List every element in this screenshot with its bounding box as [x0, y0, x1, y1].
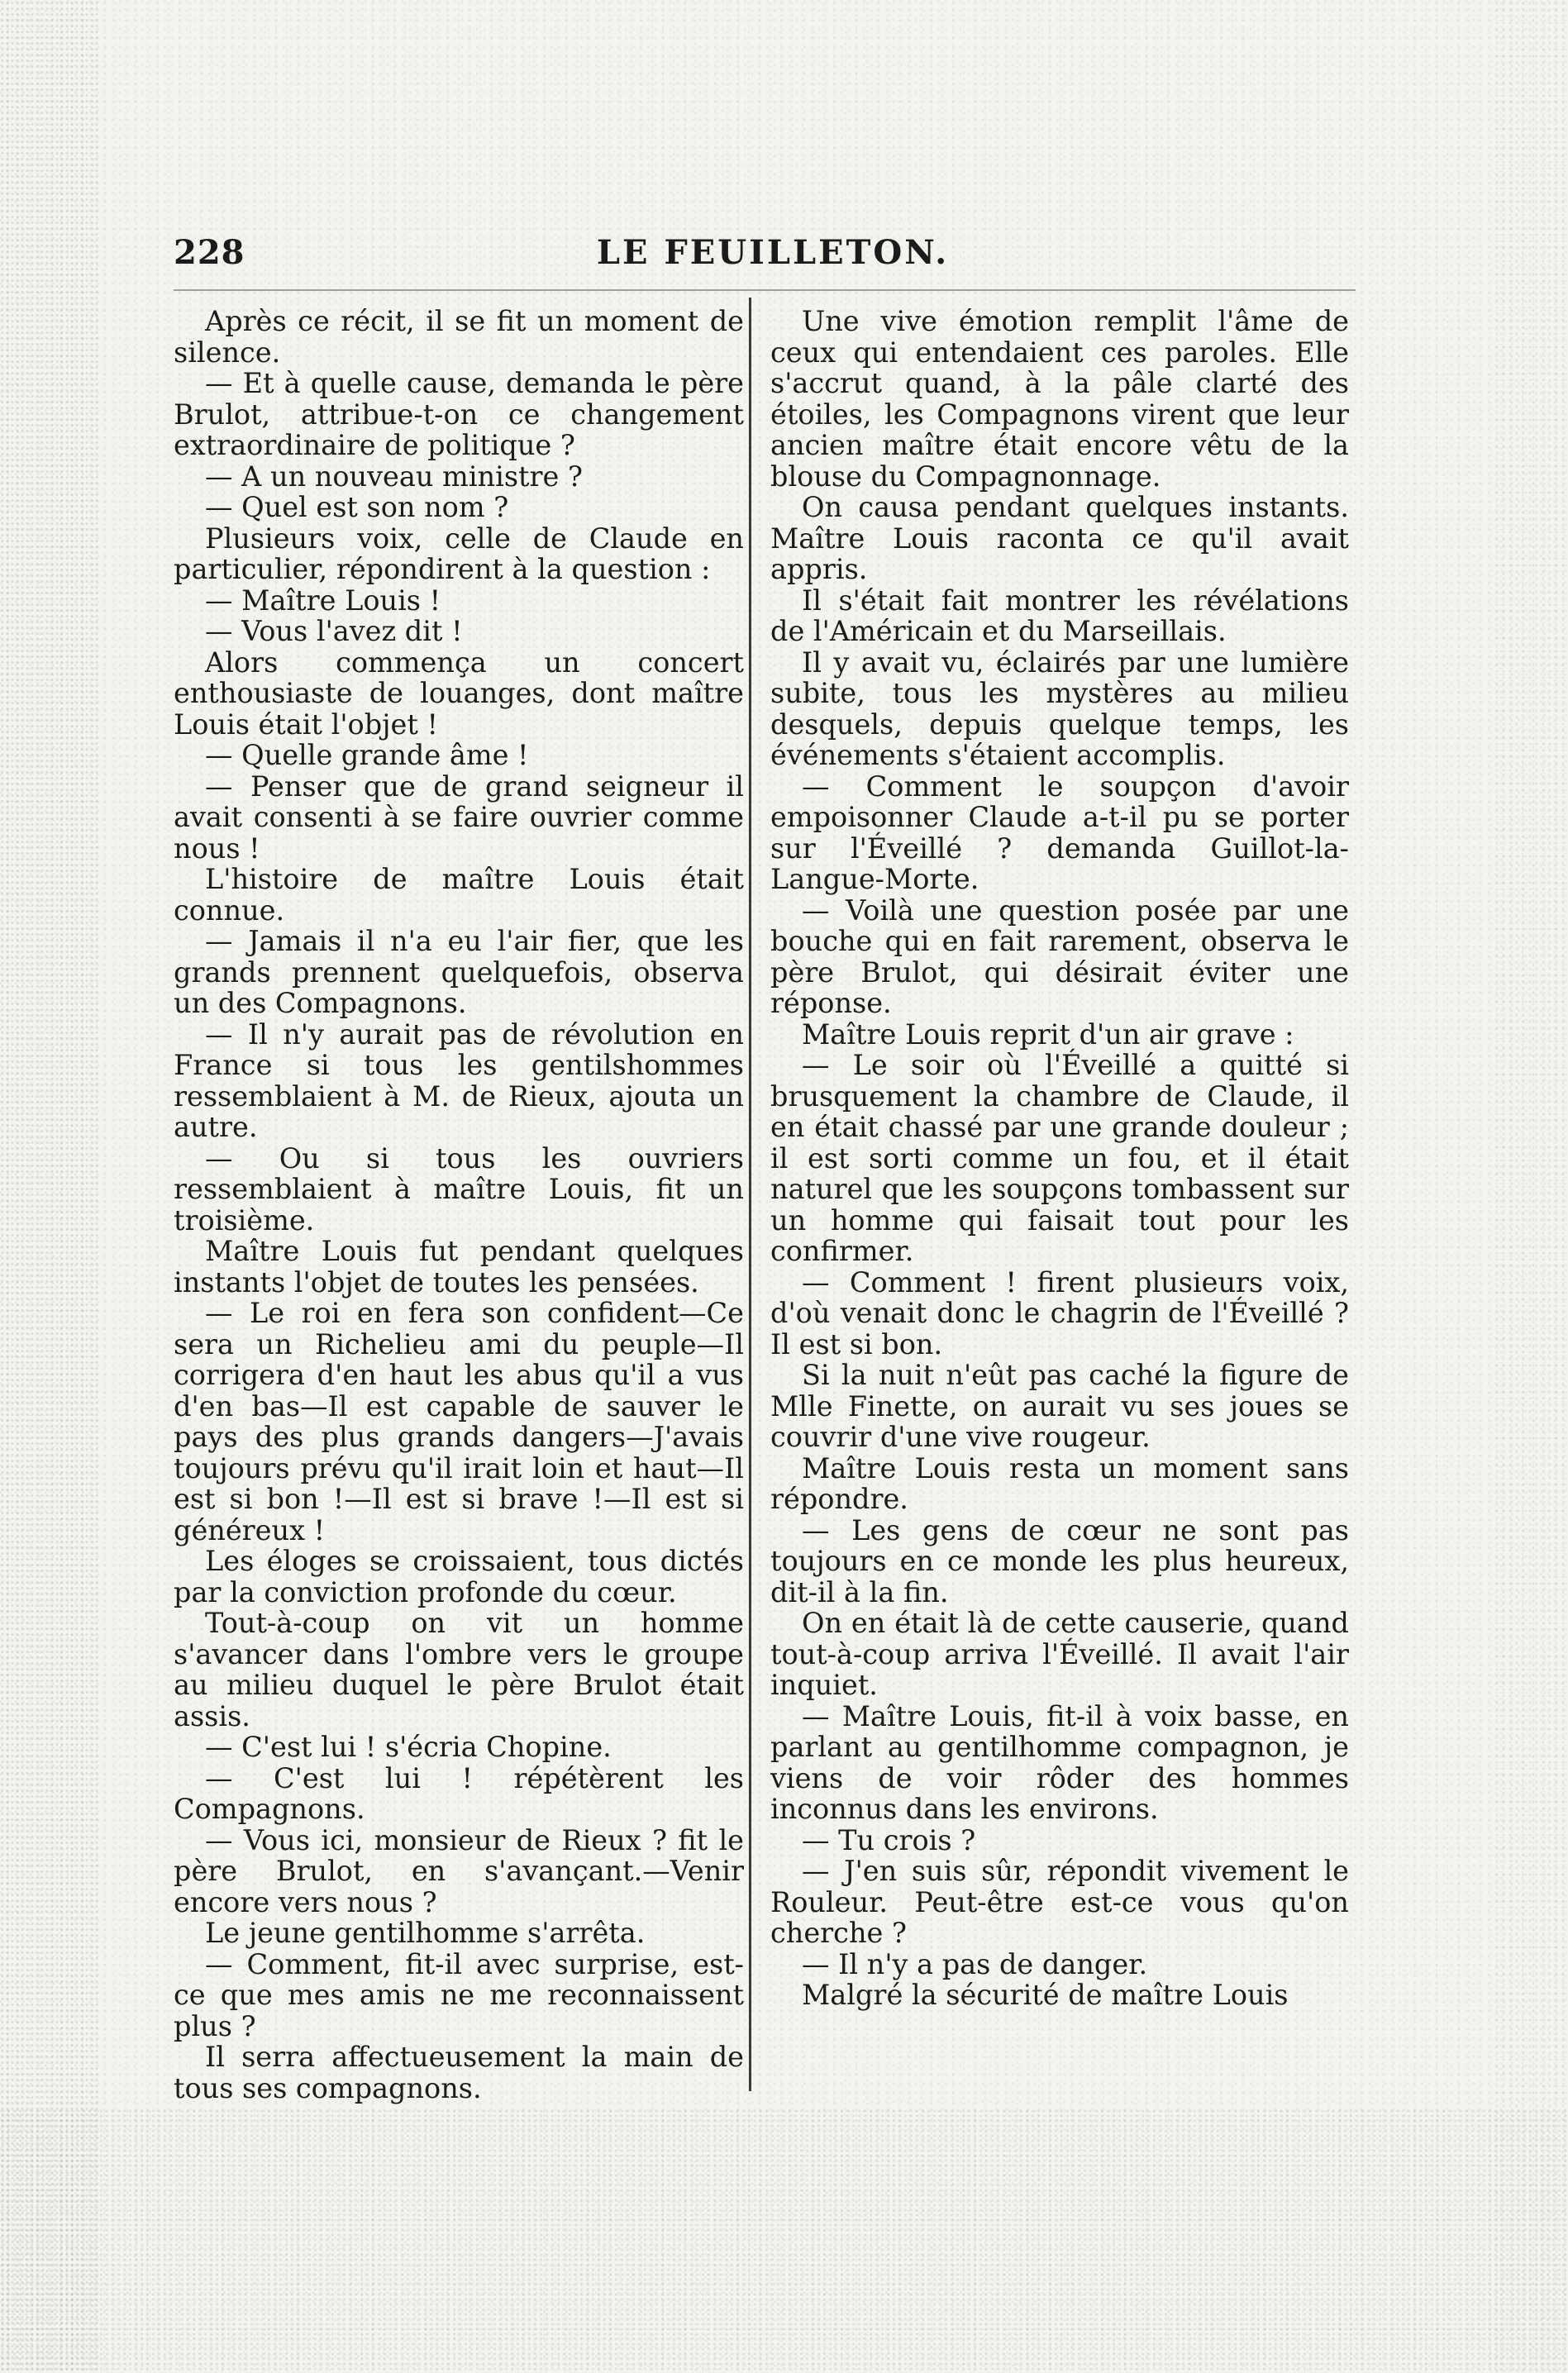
paper-noise-bottom	[0, 2109, 1568, 2373]
paragraph: Maître Louis resta un moment sans répondre.	[770, 1451, 1349, 1515]
paragraph: — Maître Louis, fit-il à voix basse, en parlant au gentilhomme compagnon, je viens de voir rôder des hommes inconnus dans les environs.	[770, 1699, 1349, 1825]
paragraph: Si la nuit n'eût pas caché la figure de Mlle Finette, on aurait vu ses joues se couvrir d'une vive rougeur.	[770, 1359, 1349, 1453]
paragraph: Une vive émotion remplit l'âme de ceux qui entendaient ces paroles. Elle s'accrut quand, à la pâle clarté des étoiles, les Compagnons virent que leur ancien maître était encore vêtu de la blouse du Compagnonnage.	[770, 305, 1349, 493]
paragraph: — Voilà une question posée par une bouche qui en fait rarement, observa le père Brulot, qui désirait éviter une réponse.	[770, 893, 1349, 1019]
paragraph: On en était là de cette causerie, quand tout-à-coup arriva l'Éveillé. Il avait l'air inquiet.	[770, 1607, 1349, 1701]
paragraph: Tout-à-coup on vit un homme s'avancer dans l'ombre vers le groupe au milieu duquel le père Brulot était assis.	[174, 1607, 744, 1732]
paragraph: Malgré la sécurité de maître Louis	[802, 1979, 1289, 2011]
paragraph: — Tu crois ?	[802, 1823, 976, 1856]
paragraph: — Et à quelle cause, demanda le père Brulot, attribue-t-on ce changement extraordinaire de politique ?	[174, 367, 744, 461]
paragraph: — Maître Louis !	[205, 584, 441, 617]
right-column	[770, 306, 1349, 2083]
column-divider	[749, 298, 751, 2091]
paragraph: L'histoire de maître Louis était connue.	[174, 863, 744, 927]
paragraph: — C'est lui ! s'écria Chopine.	[205, 1731, 612, 1763]
paragraph: — Comment ! firent plusieurs voix, d'où venait donc le chagrin de l'Éveillé ? Il est si bon.	[770, 1265, 1349, 1360]
paragraph: Il serra affectueusement la main de tous ses compagnons.	[174, 2041, 744, 2104]
paragraph: — C'est lui ! répétèrent les Compagnons.	[174, 1761, 744, 1825]
paragraph: Plusieurs voix, celle de Claude en particulier, répondirent à la question :	[174, 522, 744, 585]
paragraph: — Le roi en fera son confident—Ce sera un Richelieu ami du peuple—Il corrigera d'en haut les abus qu'il a vus d'en bas—Il est capable de sauver le pays des plus grands dangers—J'avais toujours prévu qu'il irait loin et haut—Il est si bon !—Il est si brave !—Il est si généreux !	[174, 1297, 744, 1546]
paragraph: Alors commença un concert enthousiaste de louanges, dont maître Louis était l'objet !	[174, 646, 744, 741]
paragraph: — Jamais il n'a eu l'air fier, que les grands prennent quelquefois, observa un des Compagnons.	[174, 925, 744, 1019]
paragraph: Il s'était fait montrer les révélations de l'Américain et du Marseillais.	[770, 584, 1349, 647]
paper-noise-right	[1494, 0, 1568, 2373]
paragraph: — A un nouveau ministre ?	[205, 460, 583, 493]
paragraph: Maître Louis reprit d'un air grave :	[802, 1017, 1294, 1051]
page-header	[174, 233, 1372, 283]
paragraph: — Quelle grande âme !	[205, 739, 529, 771]
paragraph: — Comment, fit-il avec surprise, est-ce que mes amis ne me reconnaissent plus ?	[174, 1947, 744, 2042]
left-column	[174, 305, 744, 2104]
header-rule	[174, 289, 1356, 291]
paragraph: — Vous ici, monsieur de Rieux ? fit le père Brulot, en s'avançant.—Venir encore vers nous ?	[174, 1823, 744, 1918]
paragraph: On causa pendant quelques instants. Maître Louis raconta ce qu'il avait appris.	[770, 491, 1349, 585]
paper-noise-left	[0, 0, 99, 2373]
paragraph: — Quel est son nom ?	[205, 491, 509, 523]
paragraph: Après ce récit, il se fit un moment de silence.	[174, 305, 744, 369]
paragraph: Les éloges se croissaient, tous dictés par la conviction profonde du cœur.	[174, 1545, 744, 1608]
paragraph: Le jeune gentilhomme s'arrêta.	[205, 1917, 646, 1949]
paragraph: — Comment le soupçon d'avoir empoisonner Claude a-t-il pu se porter sur l'Éveillé ? demanda Guillot-la-Langue-Morte.	[770, 770, 1349, 895]
running-title: LE FEUILLETON.	[596, 233, 950, 272]
paragraph: — Vous l'avez dit !	[205, 615, 463, 647]
page-number: 228	[174, 233, 245, 272]
paragraph: Maître Louis fut pendant quelques instants l'objet de toutes les pensées.	[174, 1235, 744, 1298]
paragraph: — Penser que de grand seigneur il avait consenti à se faire ouvrier comme nous !	[174, 770, 744, 865]
paragraph: Il y avait vu, éclairés par une lumière subite, tous les mystères au milieu desquels, depuis quelque temps, les événements s'étaient accomplis.	[770, 646, 1349, 771]
paragraph: — J'en suis sûr, répondit vivement le Rouleur. Peut-être est-ce vous qu'on cherche ?	[770, 1855, 1349, 1949]
paragraph: — Ou si tous les ouvriers ressemblaient à maître Louis, fit un troisième.	[174, 1141, 744, 1237]
paragraph: — Le soir où l'Éveillé a quitté si brusquement la chambre de Claude, il en était chassé par une grande douleur ; il est sorti comme un fou, et il était naturel que les soupçons tombassent sur un homme qui faisait tout pour les confirmer.	[770, 1049, 1349, 1267]
paragraph: — Il n'y a pas de danger.	[802, 1947, 1148, 1980]
paragraph: — Les gens de cœur ne sont pas toujours en ce monde les plus heureux, dit-il à la fin.	[770, 1513, 1349, 1608]
paragraph: — Il n'y aurait pas de révolution en France si tous les gentilshommes ressemblaient à M. de Rieux, ajouta un autre.	[174, 1017, 744, 1143]
